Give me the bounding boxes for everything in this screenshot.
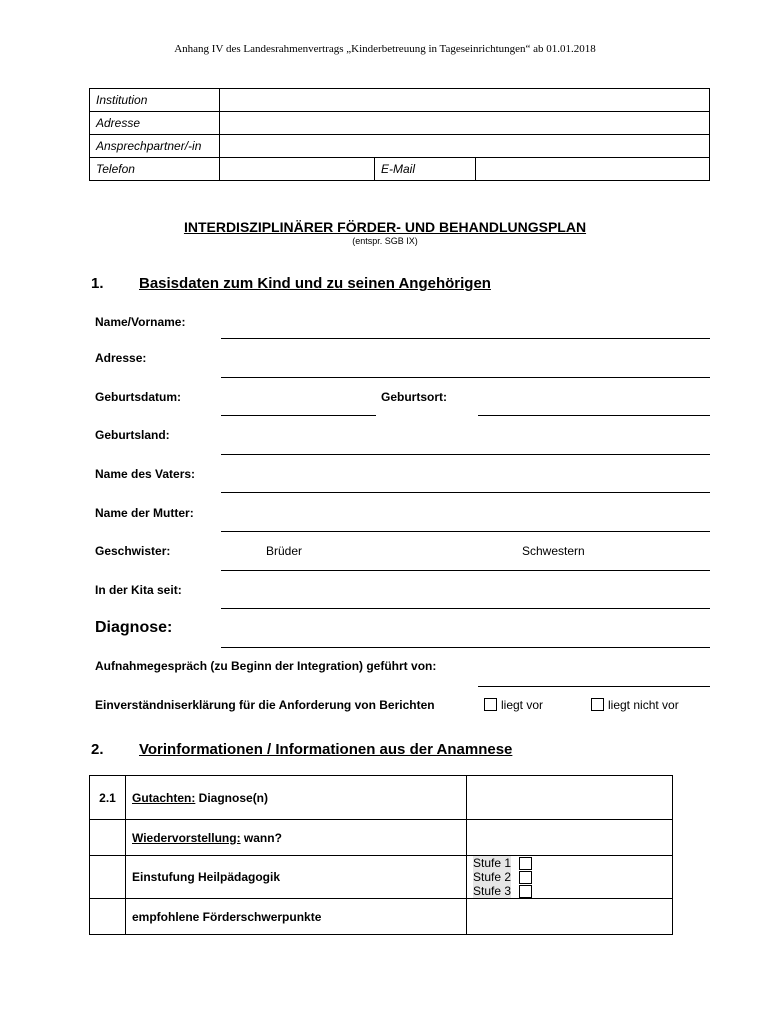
row-number: 2.1 bbox=[90, 776, 126, 820]
row-number-empty bbox=[90, 820, 126, 856]
table-row bbox=[90, 820, 673, 856]
wiedervorstellung-label: Wiedervorstellung: bbox=[132, 830, 241, 845]
gutachten-cell bbox=[126, 776, 467, 820]
aufnahme-field-line[interactable] bbox=[478, 686, 710, 687]
row-number-empty bbox=[90, 899, 126, 935]
geburtsort-label: Geburtsort: bbox=[381, 390, 447, 404]
diagnose-label: Diagnose: bbox=[95, 619, 173, 636]
table-row bbox=[90, 856, 673, 899]
stufe-2-label: Stufe 2 bbox=[473, 870, 512, 884]
adresse-kind-label: Adresse: bbox=[95, 351, 147, 365]
institution-field[interactable] bbox=[220, 89, 710, 112]
stufe-2-checkbox[interactable] bbox=[519, 871, 532, 884]
wann-text: wann? bbox=[240, 830, 282, 845]
aufnahme-label: Aufnahmegespräch (zu Beginn der Integration) geführt von: bbox=[95, 659, 437, 673]
institution-table bbox=[89, 88, 710, 181]
geschwister-label: Geschwister: bbox=[95, 544, 171, 558]
name-label: Name/Vorname: bbox=[95, 315, 186, 329]
section-2-title: Vorinformationen / Informationen aus der Anamnese bbox=[139, 741, 513, 758]
geburtsdatum-label: Geburtsdatum: bbox=[95, 390, 182, 404]
stufe-3-label: Stufe 3 bbox=[473, 884, 512, 898]
vater-field-line[interactable] bbox=[221, 492, 710, 493]
institution-label: Institution bbox=[90, 89, 220, 112]
table-row bbox=[90, 899, 673, 935]
vater-label: Name des Vaters: bbox=[95, 467, 196, 481]
page-title: INTERDISZIPLINÄRER FÖRDER- UND BEHANDLUNGSPLAN bbox=[183, 219, 587, 235]
adresse-kind-field-line[interactable] bbox=[221, 377, 710, 378]
document-header: Anhang IV des Landesrahmenvertrags „Kinderbetreuung in Tageseinrichtungen“ ab 01.01.2018 bbox=[174, 43, 596, 55]
telefon-label: Telefon bbox=[90, 158, 220, 181]
einstufung-label: Einstufung Heilpädagogik bbox=[126, 856, 467, 899]
section-1-title: Basisdaten zum Kind und zu seinen Angehörigen bbox=[139, 275, 491, 292]
geburtsland-label: Geburtsland: bbox=[95, 428, 170, 442]
email-field[interactable] bbox=[476, 158, 710, 181]
geschwister-field-line[interactable] bbox=[221, 570, 710, 571]
stufe-1-checkbox[interactable] bbox=[519, 857, 532, 870]
ansprechpartner-label: Ansprechpartner/-in bbox=[90, 135, 220, 158]
brueder-label: Brüder bbox=[266, 544, 303, 558]
section-2-heading bbox=[91, 741, 512, 758]
section-1-number: 1. bbox=[91, 275, 104, 292]
diagnose-field-line[interactable] bbox=[221, 647, 710, 648]
wiedervorstellung-cell bbox=[126, 820, 467, 856]
kita-field-line[interactable] bbox=[221, 608, 710, 609]
liegt-vor-option[interactable] bbox=[484, 698, 543, 712]
liegt-nicht-vor-checkbox[interactable] bbox=[591, 698, 604, 711]
gutachten-field[interactable] bbox=[467, 776, 673, 820]
liegt-nicht-vor-label: liegt nicht vor bbox=[608, 698, 679, 712]
liegt-vor-label: liegt vor bbox=[501, 698, 544, 712]
foerderschwerpunkte-label: empfohlene Förderschwerpunkte bbox=[126, 899, 467, 935]
ansprechpartner-field[interactable] bbox=[220, 135, 710, 158]
gutachten-label: Gutachten: bbox=[132, 790, 196, 805]
table-row bbox=[90, 776, 673, 820]
adresse-field[interactable] bbox=[220, 112, 710, 135]
diagnose-text: Diagnose(n) bbox=[195, 790, 269, 805]
stufe-3-checkbox[interactable] bbox=[519, 885, 532, 898]
adresse-label: Adresse bbox=[90, 112, 220, 135]
section-1-heading bbox=[91, 275, 491, 292]
liegt-nicht-vor-option[interactable] bbox=[591, 698, 679, 712]
section-2-number: 2. bbox=[91, 741, 104, 758]
row-number-empty bbox=[90, 856, 126, 899]
geburtsdatum-field-line[interactable] bbox=[221, 415, 376, 416]
stufe-1-label: Stufe 1 bbox=[473, 856, 512, 870]
geburtsort-field-line[interactable] bbox=[478, 415, 710, 416]
kita-label: In der Kita seit: bbox=[95, 583, 182, 597]
geburtsland-field-line[interactable] bbox=[221, 454, 710, 455]
stufe-cell bbox=[467, 856, 673, 899]
liegt-vor-checkbox[interactable] bbox=[484, 698, 497, 711]
name-field-line[interactable] bbox=[221, 338, 710, 339]
einverstaendnis-label: Einverständniserklärung für die Anforderung von Berichten bbox=[95, 698, 435, 712]
mutter-label: Name der Mutter: bbox=[95, 506, 194, 520]
page-subtitle: (entspr. SGB IX) bbox=[352, 236, 418, 246]
wiedervorstellung-field[interactable] bbox=[467, 820, 673, 856]
stufe-options bbox=[473, 856, 666, 898]
schwestern-label: Schwestern bbox=[522, 544, 585, 558]
anamnese-table bbox=[89, 775, 673, 935]
mutter-field-line[interactable] bbox=[221, 531, 710, 532]
telefon-field[interactable] bbox=[220, 158, 375, 181]
foerderschwerpunkte-field[interactable] bbox=[467, 899, 673, 935]
email-label: E-Mail bbox=[375, 158, 476, 181]
